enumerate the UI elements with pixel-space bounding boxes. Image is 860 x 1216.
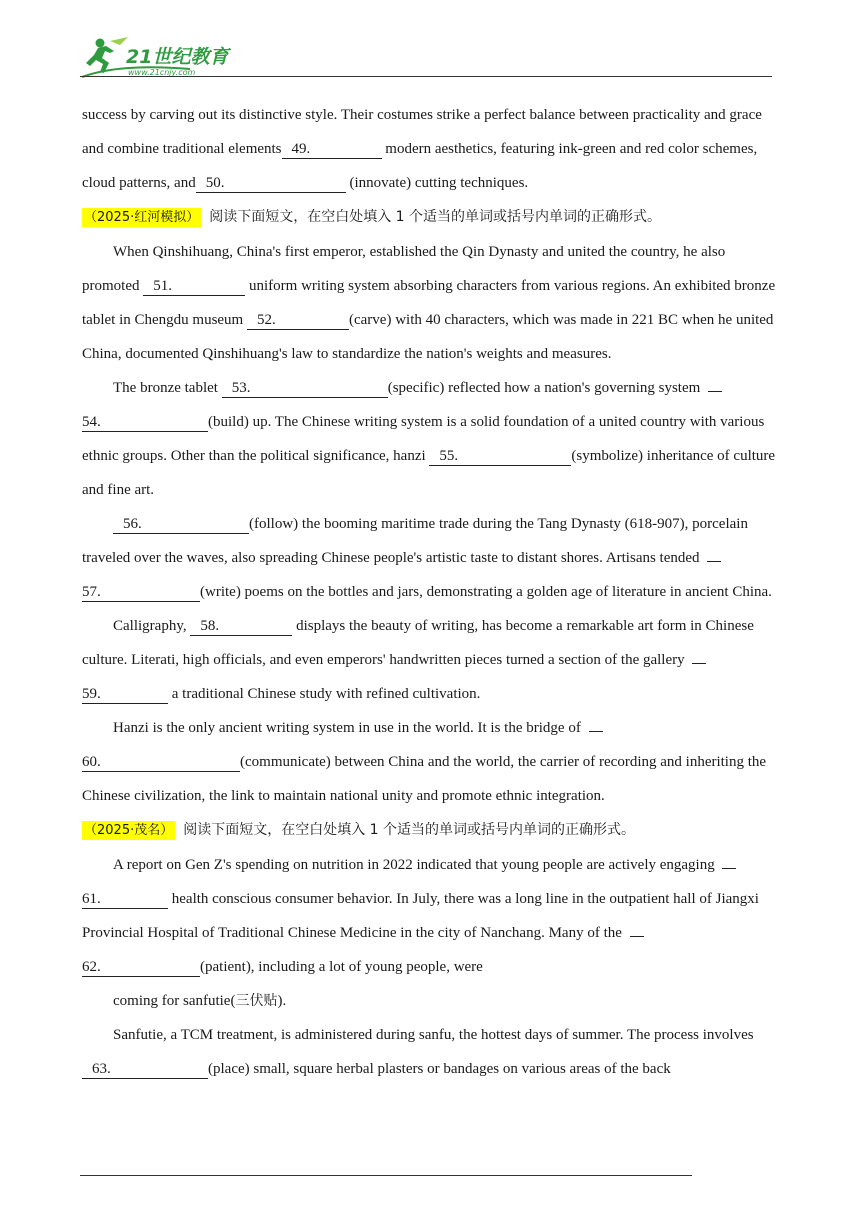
- answer-blank[interactable]: [143, 277, 245, 296]
- text-run: Sanfutie, a TCM treatment, is administered during sanfu, the hottest days of summer. The process involves: [113, 1027, 754, 1043]
- instruction-text: 阅读下面短文，在空白处填入 1 个适当的单词或括号内单词的正确形式。: [183, 822, 636, 838]
- section-header: [82, 200, 782, 235]
- answer-blank[interactable]: [113, 515, 249, 534]
- blank-number: 54.: [82, 414, 101, 430]
- text-run: (build) up. The Chinese writing system is a solid foundation of a united country with various ethnic groups. Other than the political significance, hanzi: [82, 414, 765, 464]
- text-run: (place) small, square herbal plasters or bandages on various areas of the back: [208, 1061, 671, 1077]
- blank-number: 60.: [82, 754, 101, 770]
- text-run: (patient), including a lot of young people, were: [200, 959, 483, 975]
- logo-brand: 21世纪教育: [126, 46, 229, 68]
- blank-number: 52.: [256, 312, 276, 328]
- answer-blank[interactable]: [82, 890, 168, 909]
- text-run: When Qinshihuang, China's first emperor, established the Qin Dynasty and united the country, he also promoted: [82, 244, 726, 294]
- blank-number: 49.: [291, 141, 311, 157]
- paragraph: [82, 609, 782, 711]
- text-run: coming for sanfutie(: [113, 993, 236, 1009]
- blank-number: 57.: [82, 584, 101, 600]
- blank-number: 53.: [231, 380, 251, 396]
- text-run: Calligraphy,: [113, 618, 191, 634]
- blank-number: 56.: [123, 516, 142, 532]
- footer-rule: [80, 1175, 692, 1176]
- text-run: Hanzi is the only ancient writing system in use in the world. It is the bridge of: [113, 720, 585, 736]
- blank-number: 55.: [439, 448, 459, 464]
- source-tag: （2025·红河模拟）: [84, 210, 200, 225]
- answer-blank[interactable]: [82, 685, 168, 704]
- answer-blank[interactable]: [247, 311, 349, 330]
- answer-blank[interactable]: [429, 447, 571, 466]
- blank-lead: [708, 391, 722, 392]
- paragraph: [82, 98, 782, 200]
- answer-blank[interactable]: [190, 617, 292, 636]
- blank-lead: [722, 868, 736, 869]
- text-run: (follow) the booming maritime trade during the Tang Dynasty (618-907), porcelain traveled over the waves, also spreading Chinese people's artistic taste to distant shores. Artisans tended: [82, 516, 748, 566]
- answer-blank[interactable]: [82, 413, 208, 432]
- paragraph: [82, 235, 782, 371]
- blank-number: 58.: [200, 618, 220, 634]
- text-run: uniform writing system absorbing characters from various regions. An exhibited bronze tablet in Chengdu museum: [82, 278, 776, 328]
- answer-blank[interactable]: [82, 1060, 208, 1079]
- paragraph: [82, 848, 782, 984]
- text-run: A report on Gen Z's spending on nutrition in 2022 indicated that young people are actively engaging: [113, 857, 719, 873]
- answer-blank[interactable]: [82, 958, 200, 977]
- blank-number: 50.: [205, 175, 225, 191]
- document-body: [82, 98, 782, 1086]
- blank-number: 63.: [92, 1061, 111, 1077]
- text-run: displays the beauty of writing, has become a remarkable art form in Chinese culture. Literati, high officials, and even emperors' handwritten pieces turned a section of the gallery: [82, 618, 754, 668]
- header-rule: [80, 76, 772, 77]
- paragraph: [82, 1018, 782, 1086]
- text-run: success by carving out its distinctive style. Their costumes strike a perfect balance between practicality and grace and combine traditional elements: [82, 107, 762, 157]
- section-header: [82, 813, 782, 848]
- text-run: a traditional Chinese study with refined cultivation.: [168, 686, 481, 702]
- text-run: (symbolize) inheritance of culture and fine art.: [82, 448, 776, 498]
- blank-lead: [630, 936, 644, 937]
- blank-number: 62.: [82, 959, 101, 975]
- paragraph: [82, 984, 782, 1018]
- blank-number: 61.: [82, 891, 101, 907]
- text-run: (communicate) between China and the world, the carrier of recording and inheriting the Chinese civilization, the link to maintain national unity and promote ethnic integration.: [82, 754, 767, 804]
- answer-blank[interactable]: [282, 140, 382, 159]
- answer-blank[interactable]: [196, 174, 346, 193]
- blank-lead: [692, 663, 706, 664]
- blank-lead: [589, 731, 603, 732]
- text-run: (innovate) cutting techniques.: [345, 175, 529, 191]
- text-run: modern aesthetics, featuring ink-green and red color schemes, cloud patterns, and: [82, 141, 758, 191]
- text-run: ).: [277, 993, 287, 1009]
- chinese-term: 三伏贴: [235, 993, 278, 1009]
- logo-url: www.21cnjy.com: [128, 68, 196, 77]
- answer-blank[interactable]: [82, 753, 240, 772]
- text-run: (specific) reflected how a nation's governing system: [387, 380, 705, 396]
- text-run: The bronze tablet: [113, 380, 222, 396]
- text-run: health conscious consumer behavior. In July, there was a long line in the outpatient hall of Jiangxi Provincial Hospital of Traditional Chinese Medicine in the city of Nanchang. Many of the: [82, 891, 759, 941]
- paragraph: [82, 711, 782, 813]
- answer-blank[interactable]: [222, 379, 388, 398]
- answer-blank[interactable]: [82, 583, 200, 602]
- source-tag: （2025·茂名）: [84, 823, 174, 838]
- blank-number: 51.: [153, 278, 172, 294]
- paragraph: [82, 371, 782, 507]
- blank-number: 59.: [82, 686, 101, 702]
- instruction-text: 阅读下面短文，在空白处填入 1 个适当的单词或括号内单词的正确形式。: [209, 209, 662, 225]
- logo: [80, 33, 250, 79]
- text-run: (carve) with 40 characters, which was made in 221 BC when he united China, documented Qinshihuang's law to standardize the nation's weights and measures.: [82, 312, 774, 362]
- paragraph: [82, 507, 782, 609]
- blank-lead: [707, 561, 721, 562]
- text-run: (write) poems on the bottles and jars, demonstrating a golden age of literature in ancient China.: [200, 584, 772, 600]
